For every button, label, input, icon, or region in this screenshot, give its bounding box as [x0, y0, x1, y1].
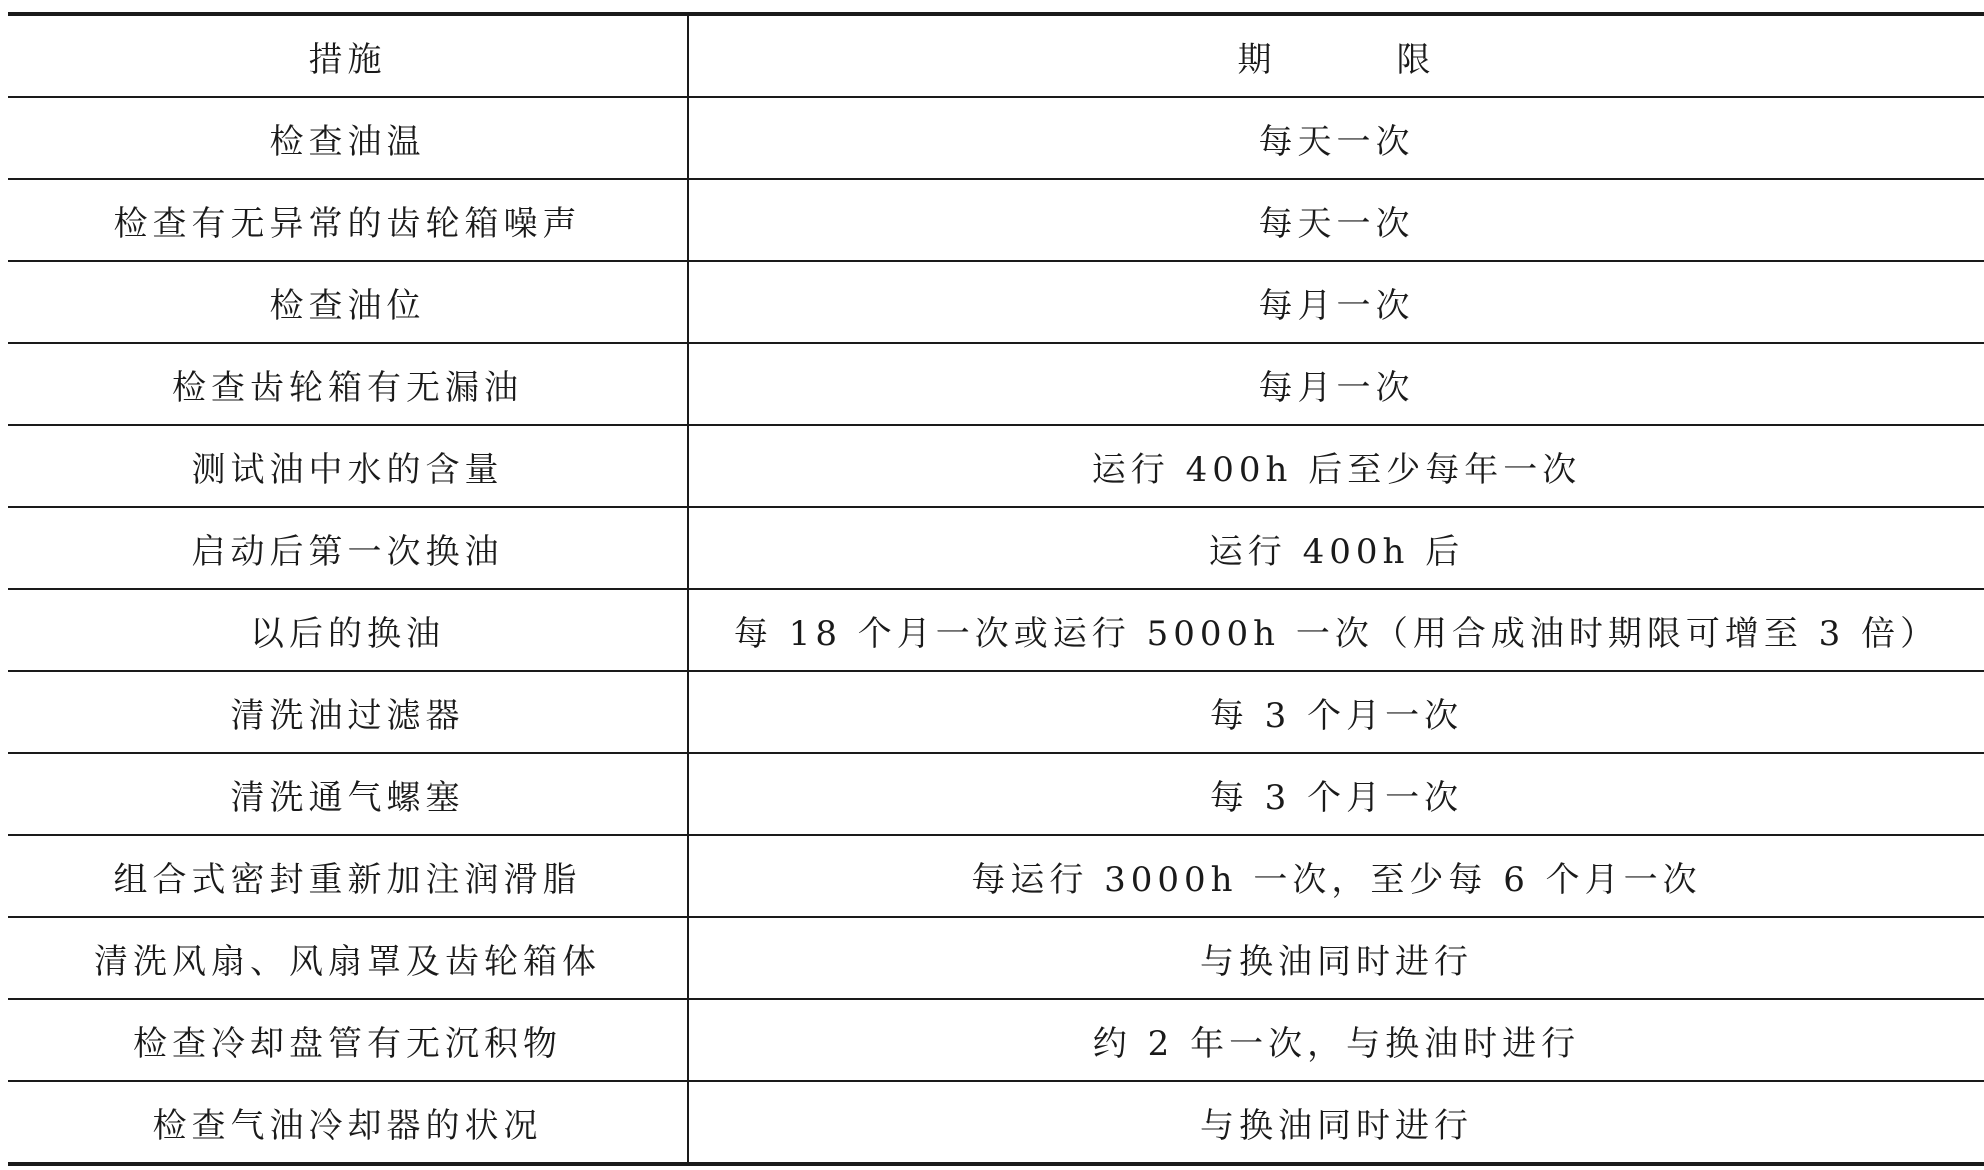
- period-cell: 运行 400h 后至少每年一次: [688, 425, 1984, 507]
- table-row: [8, 999, 1984, 1081]
- measure-cell: 以后的换油: [8, 589, 688, 671]
- measure-cell: 检查油温: [8, 97, 688, 179]
- table-row: [8, 97, 1984, 179]
- table-row: [8, 917, 1984, 999]
- header-period-left: 期: [1237, 39, 1277, 80]
- header-period: [688, 14, 1984, 97]
- period-cell: 每天一次: [688, 97, 1984, 179]
- period-cell: 每 3 个月一次: [688, 671, 1984, 753]
- measure-cell: 检查油位: [8, 261, 688, 343]
- measure-cell: 检查有无异常的齿轮箱噪声: [8, 179, 688, 261]
- measure-cell: 清洗通气螺塞: [8, 753, 688, 835]
- header-measure: 措施: [8, 14, 688, 97]
- period-cell: 运行 400h 后: [688, 507, 1984, 589]
- table-row: [8, 343, 1984, 425]
- table-row: [8, 179, 1984, 261]
- maintenance-schedule-table: [8, 12, 1984, 1166]
- period-cell: 与换油同时进行: [688, 917, 1984, 999]
- table-row: [8, 753, 1984, 835]
- measure-cell: 检查齿轮箱有无漏油: [8, 343, 688, 425]
- period-cell: 每天一次: [688, 179, 1984, 261]
- table-row: [8, 507, 1984, 589]
- period-cell: 每 18 个月一次或运行 5000h 一次（用合成油时期限可增至 3 倍）: [688, 589, 1984, 671]
- table-row: [8, 261, 1984, 343]
- measure-cell: 清洗油过滤器: [8, 671, 688, 753]
- measure-cell: 检查冷却盘管有无沉积物: [8, 999, 688, 1081]
- period-cell: 约 2 年一次，与换油时进行: [688, 999, 1984, 1081]
- table-row: [8, 671, 1984, 753]
- table-header-row: [8, 14, 1984, 97]
- table-row: [8, 1081, 1984, 1164]
- period-cell: 每运行 3000h 一次，至少每 6 个月一次: [688, 835, 1984, 917]
- period-cell: 与换油同时进行: [1200, 1105, 1473, 1146]
- table-row: [8, 425, 1984, 507]
- period-cell: 每月一次: [688, 343, 1984, 425]
- measure-cell: 组合式密封重新加注润滑脂: [8, 835, 688, 917]
- header-period-right: 限: [1396, 39, 1436, 80]
- measure-cell: 启动后第一次换油: [8, 507, 688, 589]
- measure-cell: 清洗风扇、风扇罩及齿轮箱体: [8, 917, 688, 999]
- period-cell: 每 3 个月一次: [688, 753, 1984, 835]
- table-row: [8, 835, 1984, 917]
- period-cell: 每月一次: [688, 261, 1984, 343]
- table-row: [8, 589, 1984, 671]
- measure-cell: 测试油中水的含量: [8, 425, 688, 507]
- maintenance-table-container: [8, 12, 1984, 1166]
- measure-cell: 检查气油冷却器的状况: [8, 1081, 688, 1164]
